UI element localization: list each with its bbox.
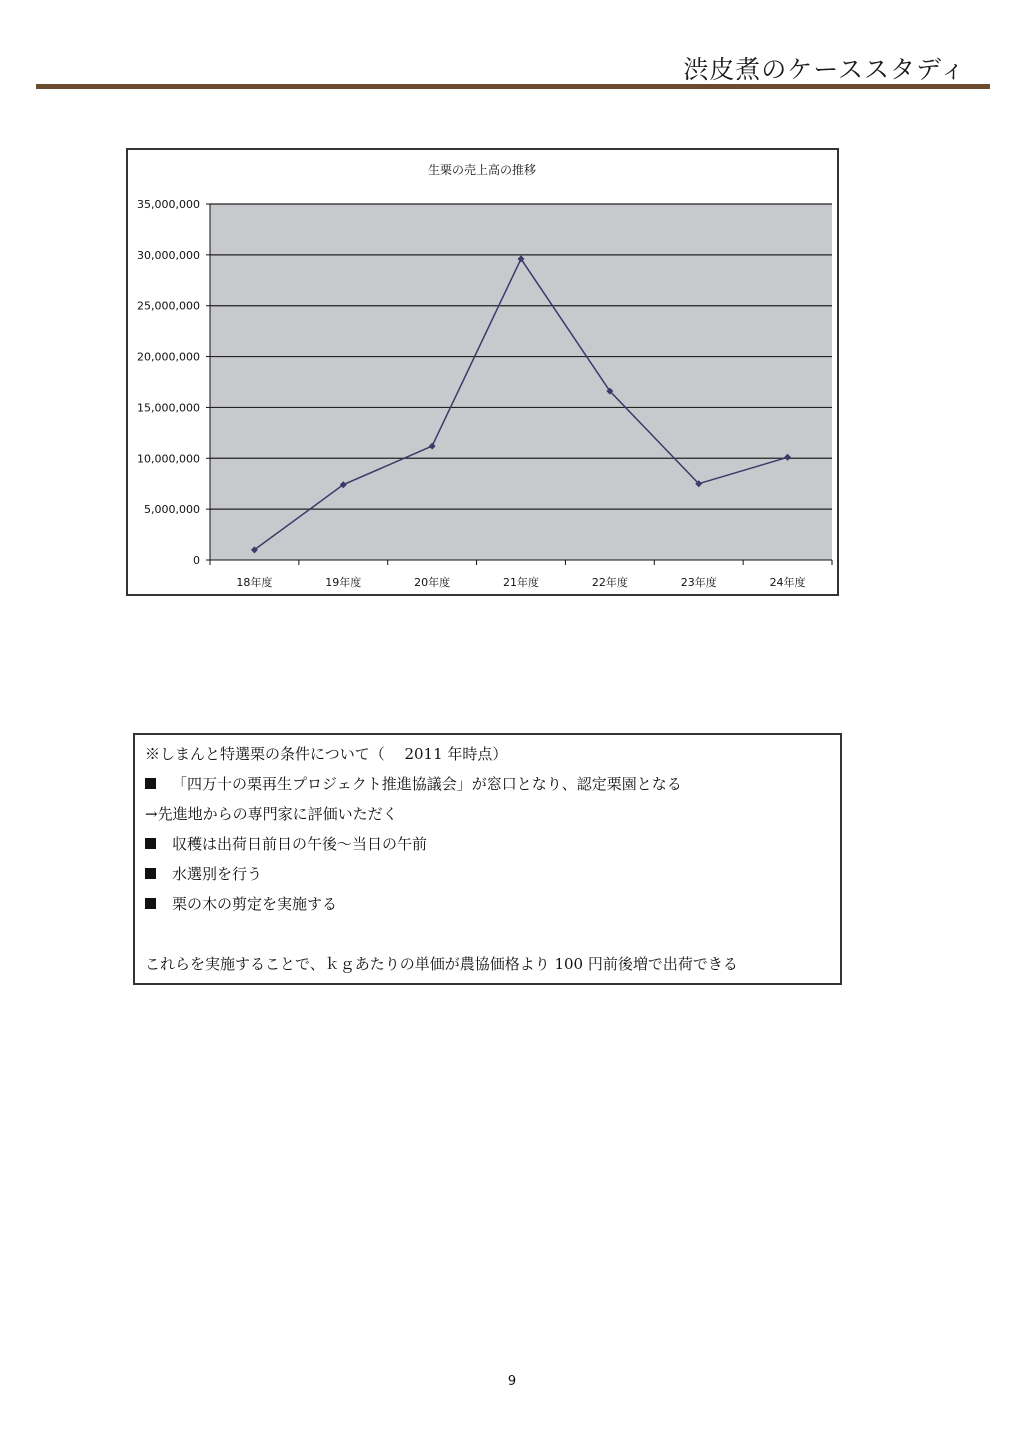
condition-item [145, 769, 830, 799]
y-tick-label: 25,000,000 [137, 299, 200, 313]
conditions-title: ※しまんと特選栗の条件について（ 2011 年時点） [145, 745, 508, 763]
page-header-title: 渋皮煮のケーススタディ [683, 55, 966, 84]
y-tick-label: 5,000,000 [144, 503, 200, 517]
page-number: 9 [507, 1374, 517, 1389]
x-tick-label: 22年度 [591, 576, 628, 589]
chart-svg [128, 150, 837, 594]
x-tick-label: 23年度 [680, 576, 717, 589]
spacer [145, 919, 830, 949]
conditions-box [133, 733, 842, 985]
x-tick-label: 18年度 [236, 576, 273, 589]
x-tick-label: 19年度 [325, 576, 362, 589]
condition-arrow-note: →先進地からの専門家に評価いただく [145, 805, 398, 823]
y-tick-label: 20,000,000 [137, 350, 200, 364]
conditions-summary: これらを実施することで、ｋｇあたりの単価が農協価格より 100 円前後増で出荷できる [145, 955, 738, 973]
bullet-square-icon [145, 778, 156, 789]
chart-title: 生栗の売上高の推移 [427, 163, 537, 177]
x-tick-label: 20年度 [414, 576, 451, 589]
header-divider [36, 84, 990, 89]
y-tick-label: 15,000,000 [137, 401, 200, 415]
condition-item [145, 859, 830, 889]
condition-text: 「四万十の栗再生プロジェクト推進協議会」が窓口となり、認定栗園となる [172, 775, 682, 793]
x-tick-label: 21年度 [503, 576, 539, 589]
x-tick-label: 24年度 [769, 576, 806, 589]
condition-text: 水選別を行う [172, 865, 263, 883]
bullet-square-icon [145, 838, 156, 849]
condition-text: 栗の木の剪定を実施する [172, 895, 338, 913]
bullet-square-icon [145, 868, 156, 879]
y-tick-label: 0 [193, 554, 200, 567]
y-tick-label: 30,000,000 [137, 248, 200, 262]
y-tick-label: 35,000,000 [137, 198, 200, 211]
condition-text: 収穫は出荷日前日の午後～当日の午前 [172, 835, 428, 853]
y-tick-label: 10,000,000 [137, 452, 200, 466]
bullet-square-icon [145, 898, 156, 909]
sales-chart [126, 148, 839, 596]
condition-item [145, 889, 830, 919]
condition-item [145, 829, 830, 859]
